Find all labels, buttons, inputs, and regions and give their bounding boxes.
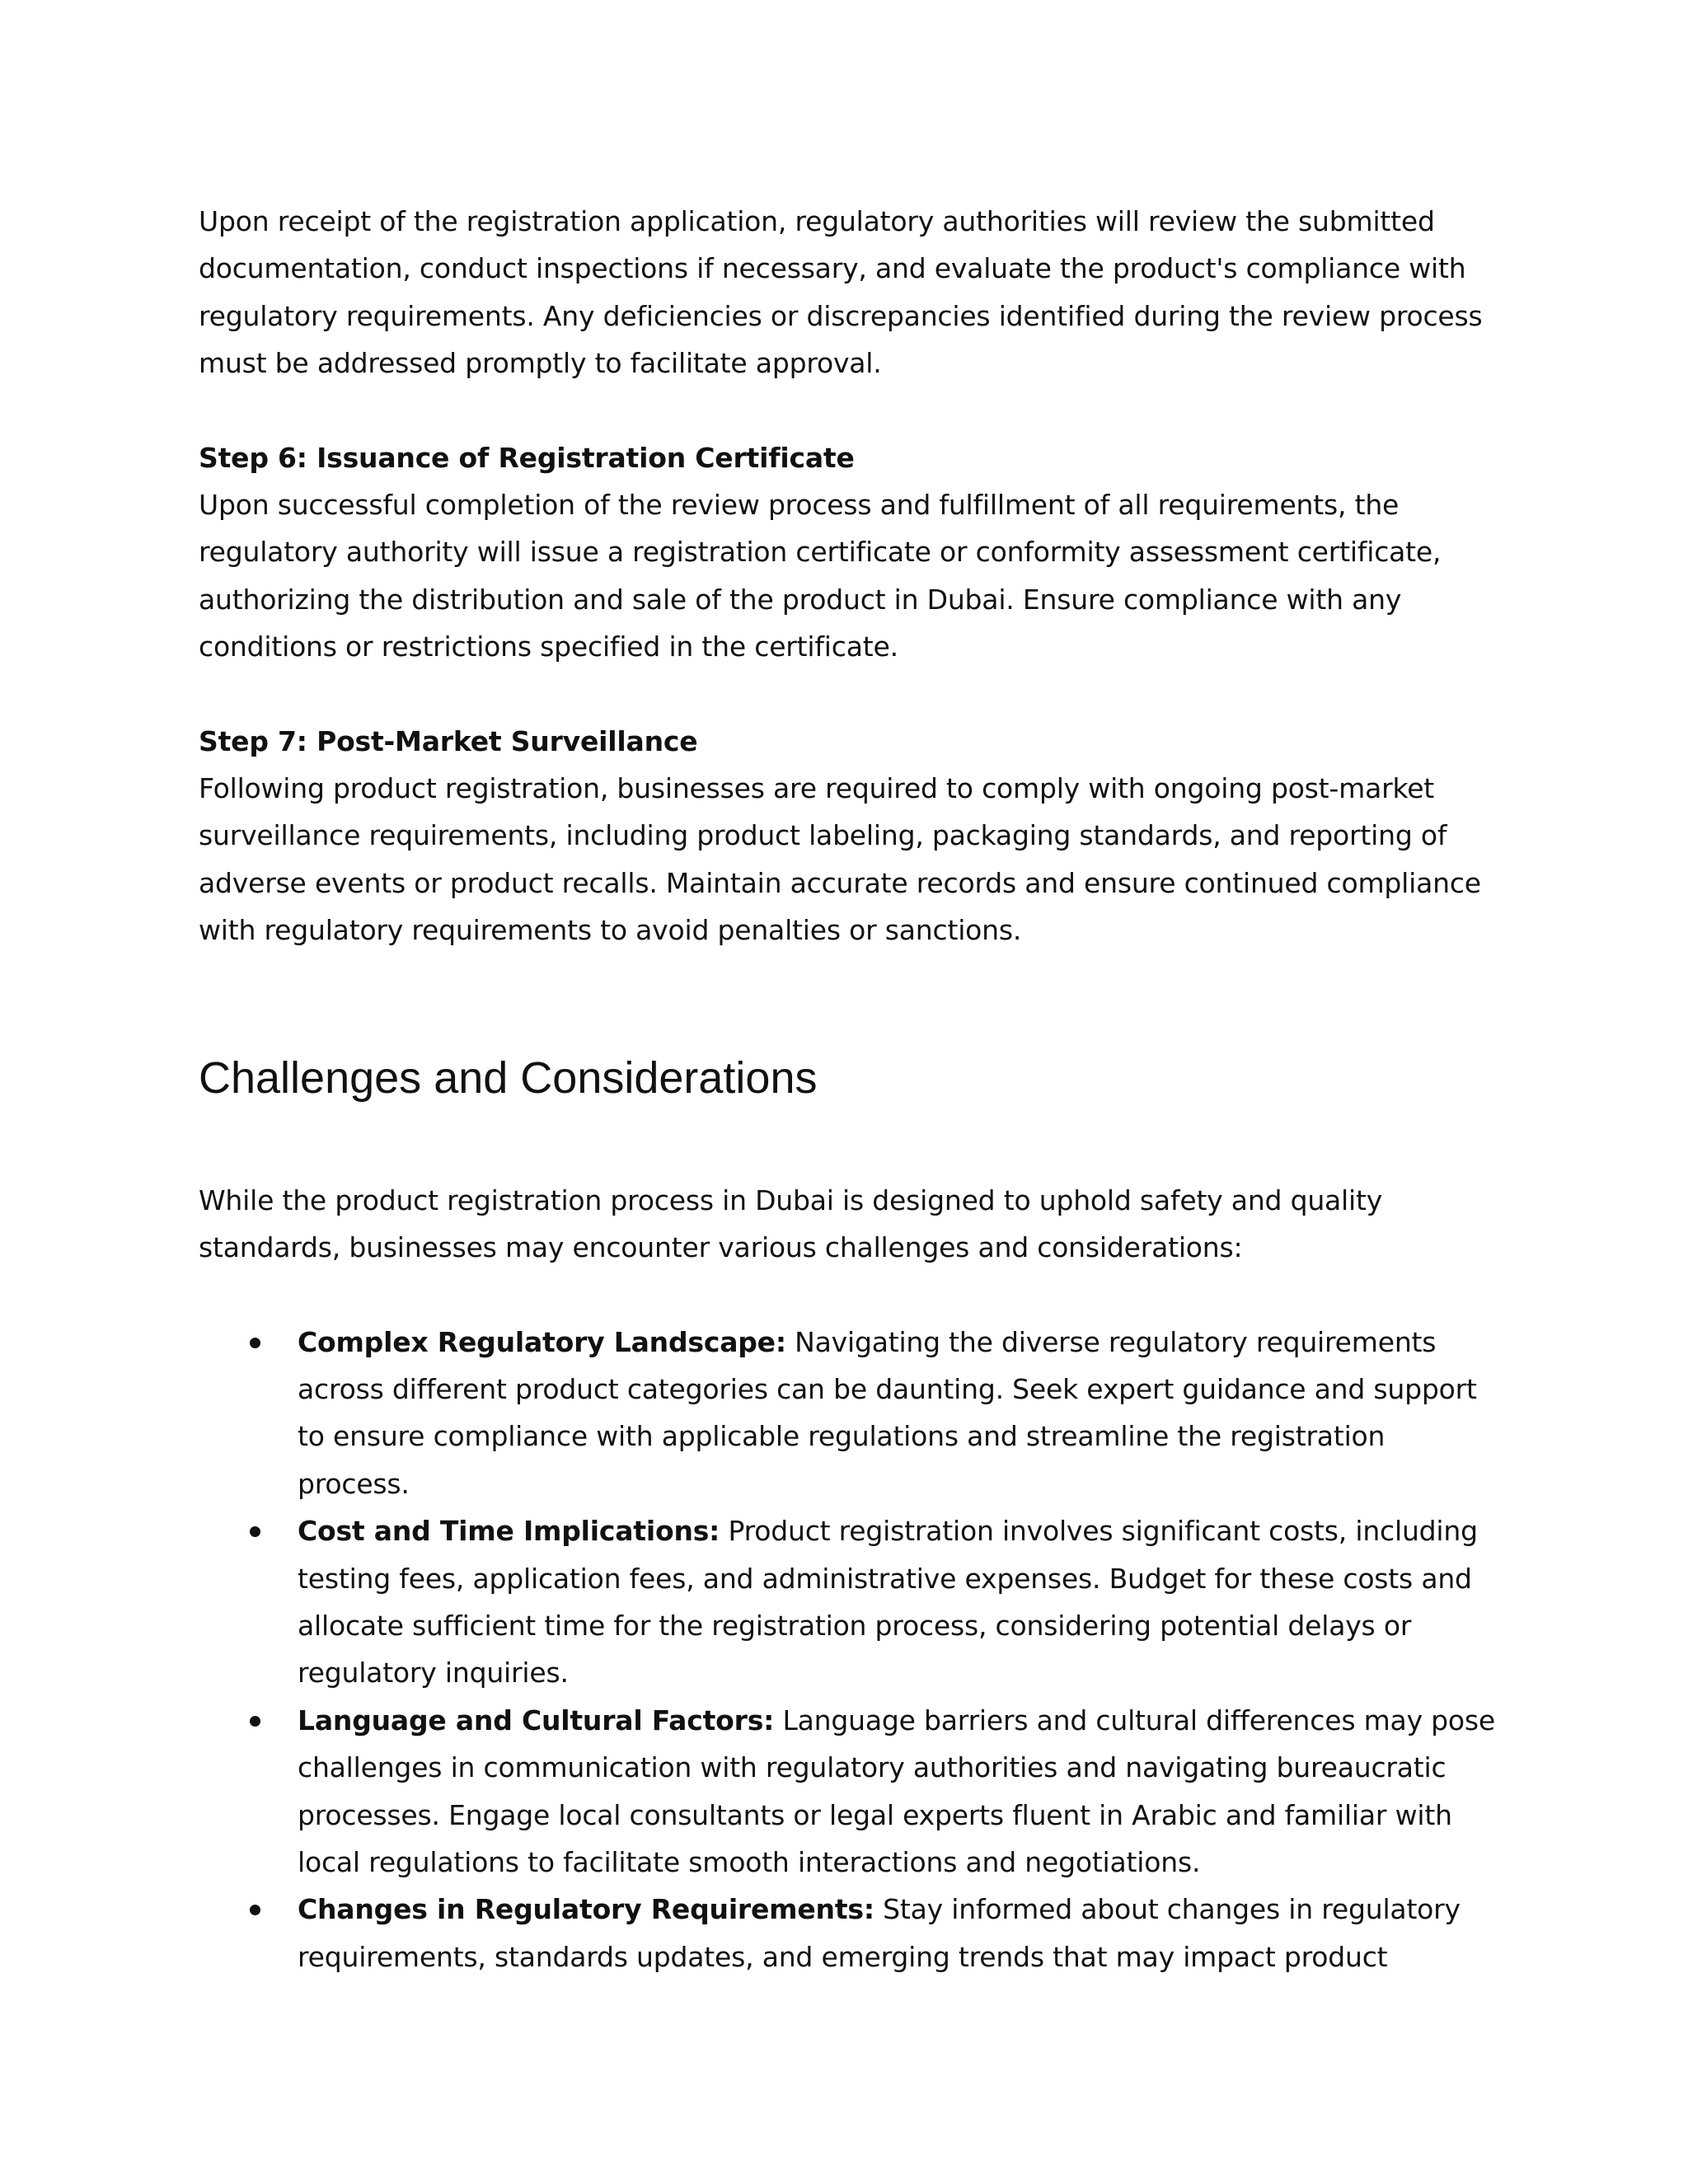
paragraph-spacer — [199, 387, 1501, 434]
document-content — [199, 198, 1501, 1980]
list-item — [199, 1319, 1501, 1508]
list-item-text: Language barriers and cultural differences may pose challenges in communication with regulatory authorities and navigating bureaucratic processes. Engage local consultants or legal experts fluent in Arabic and familiar with local regulations to facilitate smooth interactions and negotiations. — [298, 1704, 1496, 1878]
section-spacer — [199, 954, 1501, 1052]
list-item-lead: Language and Cultural Factors: — [298, 1704, 775, 1736]
step-6-body: Upon successful completion of the review process and fulfillment of all requirements, the regulatory authority will issue a registration certificate or conformity assessment certificate, authorizing the distribution and sale of the product in Dubai. Ensure compliance with any conditions or restrictions specified in the certificate. — [199, 489, 1442, 663]
list-item-text: Product registration involves significant costs, including testing fees, application fees, and administrative expenses. Budget for these costs and allocate sufficient time for the registration process, considering potential delays or regulatory inquiries. — [298, 1515, 1478, 1690]
section-spacer — [199, 1104, 1501, 1177]
paragraph-spacer — [199, 1272, 1501, 1319]
list-item-lead: Changes in Regulatory Requirements: — [298, 1893, 874, 1926]
bullet-icon — [250, 1905, 260, 1915]
step-7-body: Following product registration, businesses are required to comply with ongoing post-market surveillance requirements, including product labeling, packaging standards, and reporting of adverse events or product recalls. Maintain accurate records and ensure continued compliance with regulatory requirements to avoid penalties or sanctions. — [199, 772, 1481, 947]
intro-paragraph: Upon receipt of the registration application, regulatory authorities will review the submitted documentation, conduct inspections if necessary, and evaluate the product's compliance with regulatory requirements. Any deficiencies or discrepancies identified during the review process must be addressed promptly to facilitate approval. — [199, 205, 1483, 380]
list-item-text: Navigating the diverse regulatory requirements across different product categories can be daunting. Seek expert guidance and support to ensure compliance with applicable regulations and streamline the registration process. — [298, 1325, 1477, 1500]
list-item-lead: Complex Regulatory Landscape: — [298, 1325, 786, 1358]
section-heading-challenges: Challenges and Considerations — [199, 1052, 818, 1103]
challenges-intro: While the product registration process in Dubai is designed to uphold safety and quality standards, businesses may encounter various challenges and considerations: — [199, 1183, 1383, 1264]
bullet-icon — [250, 1526, 260, 1537]
list-item — [199, 1697, 1501, 1886]
challenges-list — [199, 1319, 1501, 1981]
list-item-lead: Cost and Time Implications: — [298, 1515, 720, 1548]
list-item — [199, 1886, 1501, 1980]
bullet-icon — [250, 1716, 260, 1727]
step-7-title: Step 7: Post-Market Surveillance — [199, 724, 698, 757]
paragraph-spacer — [199, 671, 1501, 718]
list-item-text: Stay informed about changes in regulatory requirements, standards updates, and emerging trends that may impact product — [298, 1893, 1461, 1973]
step-6-title: Step 6: Issuance of Registration Certificate — [199, 441, 855, 474]
list-item — [199, 1507, 1501, 1697]
bullet-icon — [250, 1338, 260, 1348]
